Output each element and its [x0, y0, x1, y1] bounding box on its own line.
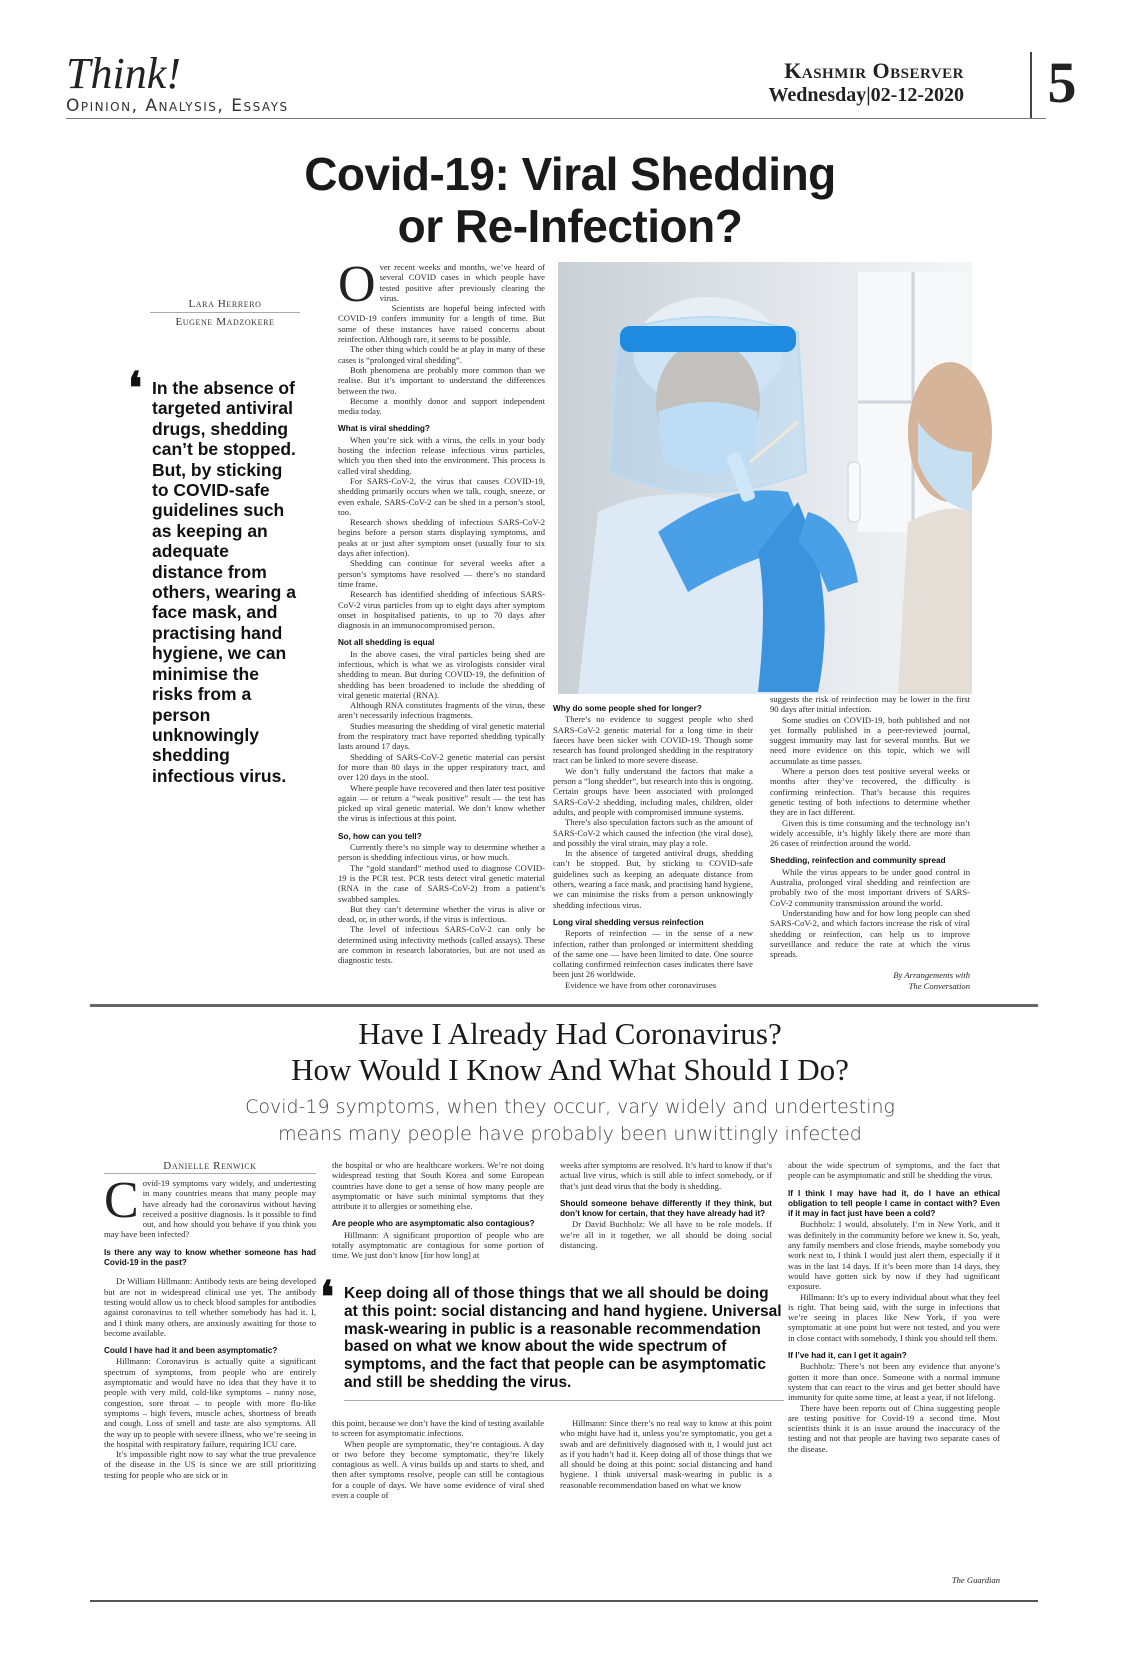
subhead: Not all shedding is equal [338, 638, 435, 648]
article-divider [90, 1004, 1038, 1007]
issue-date: Wednesday|02-12-2020 [768, 84, 964, 106]
paragraph: In the absence of targeted antiviral drugs, shedding can’t be stopped. But, by sticking to COVID-safe guidelines such as keeping an adequate distance from others, wearing a face mask, and practising hand hygiene, we can minimise the risks from a person unknowingly shedding infectious virus. [553, 848, 753, 910]
paragraph: There have been reports out of China suggesting people are testing positive for Covid-19 a second time. Most scientists think it is an issue around the inaccuracy of the testing and not that people are having two separate cases of the disease. [788, 1402, 1000, 1454]
paragraph: Both phenomena are probably more common than we realise. But it’s important to understand the differences between the two. [338, 364, 545, 396]
paragraph: the hospital or who are healthcare workers. We’re not doing widespread testing that South Korea and some European countries have done to get a sense of how many people are asymptomatic or have such minimal symptoms that they attribute it to allergies or something else. [332, 1160, 544, 1212]
paragraph: When you’re sick with a virus, the cells in your body hosting the infection release infectious virus particles, which you then shed into the environment. This process is called viral shedding. [338, 434, 545, 476]
paragraph: There’s no evidence to suggest people who shed SARS-CoV-2 genetic material for a long time in their faeces have been sicker with COVID-19. Though some research has found prolonged shedding in the respiratory tract can be linked to more severe disease. [553, 714, 753, 766]
article2-column-2-bottom [332, 1418, 544, 1590]
paragraph: Given this is time consuming and the technology isn’t widely accessible, it’s highly likely there are more than 26 cases of reinfection around the world. [770, 817, 970, 849]
paragraph: The level of infectious SARS-CoV-2 can only be determined using infectivity methods (called assays). These are common in research laboratories, but are not used as diagnostic tests. [338, 924, 545, 966]
deck-line-1: Covid-19 symptoms, when they occur, vary widely and undertesting [245, 1096, 895, 1118]
paragraph: There’s also speculation factors such as the amount of SARS-CoV-2 which caused the infection (the viral dose), and possibly the viral strain, may play a role. [553, 817, 753, 848]
article2-column-1 [104, 1172, 316, 1590]
paragraph: Where a person does test positive several weeks or months after they’ve recovered, the difficulty is confirming reinfection. That’s because this requires genetic testing of both infections to determine whether they are in fact different. [770, 766, 970, 818]
byline-author: Danielle Renwick [163, 1160, 257, 1172]
paragraph: Shedding can continue for several weeks after a person’s symptoms have resolved — there’s no standard time frame. [338, 558, 545, 589]
paragraph: Hillmann: Since there’s no real way to know at this point who might have had it, unless you’re symptomatic, you get a swab and are definitively diagnosed with it, I would just act as if you hadn’t had it. Keep doing all of those things that we all should be doing at this point: social distancing and hand hygiene. I think universal mask-wearing in public is a reasonable recommendation based on what we know [560, 1418, 772, 1490]
byline-divider [150, 312, 300, 313]
credit-line: The Guardian [951, 1575, 1000, 1585]
paragraph: Shedding of SARS-CoV-2 genetic material can persist for more than 80 days in the upper respiratory tract, and over 120 days in the stool. [338, 751, 545, 783]
subhead: Are people who are asymptomatic also contagious? [332, 1219, 535, 1229]
paragraph: But they can’t determine whether the virus is alive or dead, or, in other words, if the virus is infectious. [338, 903, 545, 925]
subhead: Shedding, reinfection and community spread [770, 856, 946, 866]
article1-column-3 [770, 694, 970, 960]
masthead-rule [66, 118, 1046, 119]
paragraph: Scientists are hopeful being infected with COVID-19 confers immunity for a length of time. But some of these instances have raised concerns about reinfection. Although rare, it seems to be possible. [338, 303, 545, 345]
paragraph: suggests the risk of reinfection may be lower in the first 90 days after initial infection. [770, 694, 970, 715]
subhead: So, how can you tell? [338, 831, 422, 841]
paragraph: Studies measuring the shedding of viral genetic material from the respiratory tract have reported shedding typically lasts around 17 days. [338, 720, 545, 752]
byline-author-1: Lara Herrero [188, 298, 262, 310]
paragraph: Become a monthly donor and support independent media today. [338, 395, 545, 417]
quote-mark-icon: ❛ [128, 364, 143, 413]
credit-line-1: By Arrangements with [893, 970, 970, 980]
pullquote-rule [344, 1400, 784, 1401]
article2-column-4 [788, 1160, 1000, 1550]
paragraph: Dr William Hillmann: Antibody tests are being developed but are not in widespread clinical use yet. The antibody testing would allow us to check blood samples for antibodies against coronavirus to tell whether somebody has had it. I, and I think many others, are anxiously awaiting for those to become available. [104, 1276, 316, 1338]
paragraph: Dr David Buchholz: We all have to be role models. If we’re all in it together, we all should be doing social distancing. [560, 1219, 772, 1251]
subhead: What is viral shedding? [338, 424, 430, 434]
paragraph: Research shows shedding of infectious SARS-CoV-2 begins before a person starts displaying symptoms, and peaks at or just after symptom onset (usually four to six days after infection). [338, 517, 545, 559]
article2-headline [170, 1016, 970, 1088]
quote-mark-icon: ❛ [320, 1273, 335, 1322]
article2-column-2-top [332, 1160, 544, 1270]
paragraph: Where people have recovered and then later test positive again — or return a “weak positive” result — the test has picked up viral genetic material. We don’t know whether the virus is infectious at this point. [338, 782, 545, 824]
article1-column-2 [553, 704, 753, 994]
pullquote-2 [320, 1273, 784, 1392]
paragraph: The other thing which could be at play in many of these cases is “prolonged viral shedding”. [338, 344, 545, 365]
headline-line-1: Covid-19: Viral Shedding [304, 148, 836, 200]
paragraph: For SARS-CoV-2, the virus that causes COVID-19, shedding primarily occurs when we talk, cough, sneeze, or even exhale. SARS-CoV-2 can be shed in a person’s stool, too. [338, 475, 545, 517]
pullquote-text: In the absence of targeted antiviral drugs, shedding can’t be stopped. But, by sticking to COVID-safe guidelines such as keeping an adequate distance from others, wearing a face mask, and practising hand hygiene, we can minimise the risks from a person unknowingly shedding infectious virus. [152, 378, 296, 786]
paragraph: Although RNA constitutes fragments of the virus, these aren’t necessarily infectious fragments. [338, 700, 545, 721]
lead-paragraph: ovid-19 symptoms vary widely, and undertesting in many countries means that many people may have already had the coronavirus without having received a positive diagnosis. Is it possible to find out, and how should you behave if you think you may have been infected? [104, 1178, 316, 1240]
subhead: If I think I may have had it, do I have an ethical obligation to tell people I came in contact with? Even if it may in fact just have been a cold? [788, 1188, 1000, 1219]
section-title: Think! [66, 49, 181, 98]
article2-deck [170, 1094, 970, 1148]
paragraph: Understanding how and for how long people can shed SARS-CoV-2, and which factors increase the risk of viral shedding or reinfection, can help us to improve surveillance and reduce the rate at which the virus spreads. [770, 907, 970, 960]
subhead: Long viral shedding versus reinfection [553, 917, 704, 927]
subhead: If I’ve had it, can I get it again? [788, 1351, 907, 1361]
headline-line-2: or Re-Infection? [397, 200, 743, 252]
paragraph: Research has identified shedding of infectious SARS-CoV-2 virus particles from up to eight days after symptom onset in hospitalised patients, to up to 70 days after diagnosis in an immunocompromised person. [338, 589, 545, 631]
paragraph: Hillmann: A significant proportion of people who are totally asymptomatic are contagious for some portion of time. We just don’t know [for how long] at [332, 1229, 544, 1261]
drop-cap: C [104, 1172, 139, 1229]
subhead: Could I have had it and been asymptomatic? [104, 1346, 278, 1356]
subhead: Why do some people shed for longer? [553, 704, 702, 713]
article1-headline [180, 148, 960, 252]
paragraph: Hillmann: Coronavirus is actually quite a significant spectrum of symptoms, from people who are entirely asymptomatic and would have no idea that they have it to people with very mild, cold-like symptoms – runny nose, congestion, sore throat – to people with more flu-like symptoms – high fevers, muscle aches, shortness of breath and cough. Loss of smell and taste are also symptoms. All the way up to people with severe illness, who we’re seeing in the hospital with respiratory failure, requiring ICU care. [104, 1356, 316, 1449]
paragraph: about the wide spectrum of symptoms, and the fact that people can be asymptomatic and still be shedding the virus. [788, 1160, 1000, 1181]
article2-column-3-bottom [560, 1418, 772, 1590]
newspaper-name: Kashmir Observer [784, 58, 964, 83]
paragraph: weeks after symptoms are resolved. It’s hard to know if that’s actual live virus, which is still able to infect somebody, or if that’s just dead virus that the body is shedding. [560, 1160, 772, 1191]
deck-line-2: means many people have probably been unwittingly infected [278, 1123, 862, 1145]
section-subtitle: Opinion, Analysis, Essays [66, 96, 289, 116]
footer-rule [90, 1600, 1038, 1602]
credit-line-2: The Conversation [908, 981, 970, 991]
paragraph: Buchholz: I would, absolutely. I’m in New York, and it was definitely in the community before we knew it. So, yeah, any family members and close friends, maybe somebody you work next to, I think I would just alert them, especially if it was in the last 14 days. If it’s been more than 14 days, they would have gotten sick by now if they had significant exposure. [788, 1219, 1000, 1292]
paragraph: Buchholz: There’s not been any evidence that anyone’s gotten it more than once. Someone with a normal immune system that can react to the virus and get better should have immunity for quite some time, at least a year, if not lifelong. [788, 1361, 1000, 1403]
pullquote-1 [128, 364, 302, 786]
paragraph: Hillmann: It’s up to every individual about what they feel is right. That being said, with the surge in infections that we’re seeing in places like New York, if you were symptomatic at one point but were not tested, and you were in close contact with somebody, I think you should tell them. [788, 1291, 1000, 1343]
photo-illustration [558, 262, 972, 694]
paragraph: Evidence we have from other coronaviruses [565, 979, 717, 990]
paragraph: Some studies on COVID-19, both published and not yet formally published in a peer-reviewed journal, suggest immunity may last for several months. But we need more evidence on this topic, which we will accumulate as time passes. [770, 714, 970, 766]
article2-column-3-top [560, 1160, 772, 1270]
drop-cap: O [338, 256, 376, 313]
headline-line-1: Have I Already Had Coronavirus? [358, 1016, 782, 1051]
headline-line-2: How Would I Know And What Should I Do? [291, 1052, 849, 1087]
paragraph: this point, because we don’t have the kind of testing available to screen for asymptomatic infections. [332, 1418, 545, 1439]
paragraph: Currently there’s no simple way to determine whether a person is shedding infectious virus, or how much. [338, 842, 545, 863]
page-number: 5 [1030, 52, 1092, 118]
subhead: Is there any way to know whether someone has had Covid-19 in the past? [104, 1247, 316, 1268]
paragraph: The “gold standard” method used to diagnose COVID-19 is the PCR test. PCR tests detect viral genetic material (RNA in the case of SARS-CoV-2) from a patient’s swabbed samples. [338, 862, 545, 904]
paragraph: While the virus appears to be under good control in Australia, prolonged viral shedding and reinfection are probably two of the most important drivers of SARS-CoV-2 community transmission around the world. [770, 866, 970, 908]
paragraph: We don’t fully understand the factors that make a person a “long shedder”, but research into this is ongoing. Certain groups have been associated with prolonged SARS-CoV-2 shedding, including males, children, older adults, and people with compromised immune systems. [553, 765, 753, 817]
paragraph: Reports of reinfection — in the sense of a new infection, rather than prolonged or intermittent shedding of the same one — have been limited to date. One source collating confirmed reinfection cases indicates there have been just 26 worldwide. [553, 928, 753, 980]
article1-column-1 [338, 256, 545, 992]
paragraph: It’s impossible right now to say what the true prevalence of the disease in the US is since we are still prioritizing testing for people who are sick or in [104, 1449, 316, 1480]
lead-paragraph: ver recent weeks and months, we’ve heard of several COVID cases in which people have tested positive after previously clearing the virus. [379, 262, 545, 303]
pullquote-text: Keep doing all of those things that we all should be doing at this point: social distancing and hand hygiene. Universal mask-wearing in public is a reasonable recommendation based on what we know about the wide spectrum of symptoms, and the fact that people can be asymptomatic and still be shedding the virus. [344, 1285, 782, 1391]
byline-author-2: Eugene Madzokere [175, 316, 275, 328]
paragraph: In the above cases, the viral particles being shed are infectious, which is what we as virologists consider viral shedding to mean. But during COVID-19, the definition of shedding has been broadened to include the shedding of viral genetic material (RNA). [338, 648, 545, 700]
subhead: Should someone behave differently if they think, but don’t know for certain, that they have already had it? [560, 1198, 772, 1219]
article-photo-health-worker-swab [558, 262, 972, 694]
paragraph: When people are symptomatic, they’re contagious. A day or two before they become symptomatic, they’re likely contagious as well. A virus builds up and starts to shed, and then after symptoms resolve, people can still be contagious for a couple of days. We have some evidence of viral shed even a couple of [332, 1438, 544, 1501]
